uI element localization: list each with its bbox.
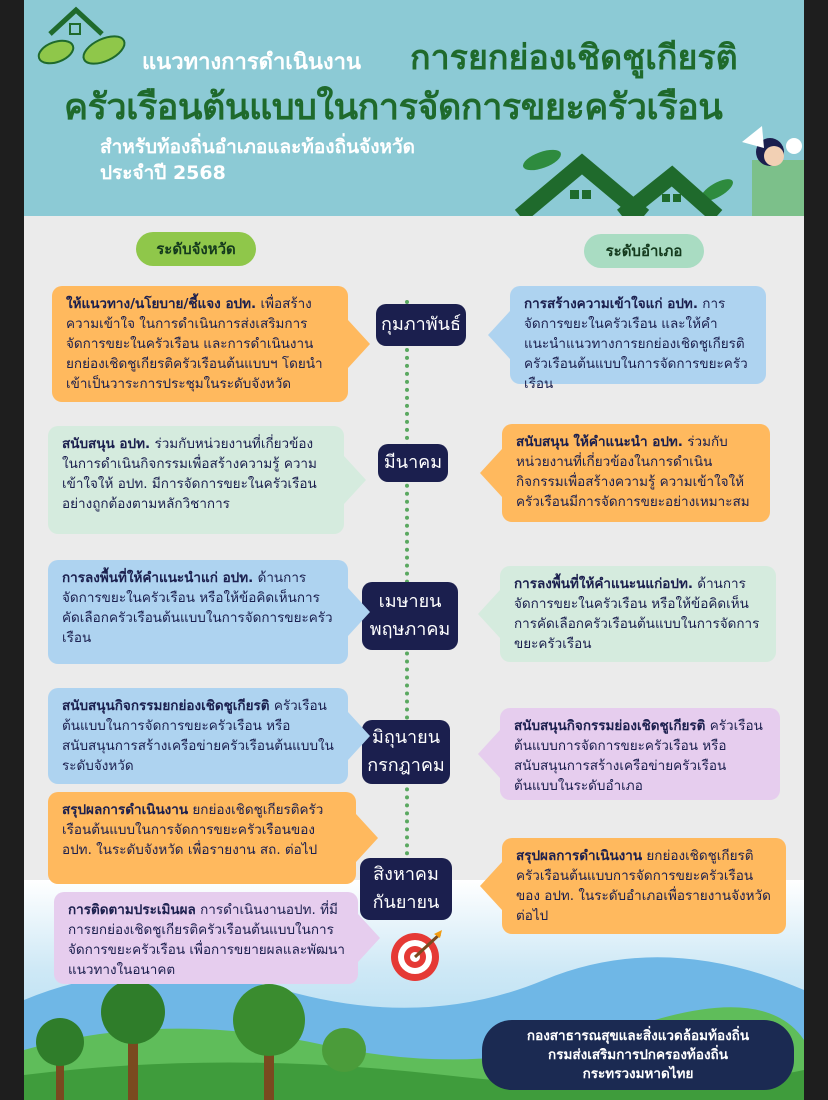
footer-line: กระทรวงมหาดไทย — [582, 1065, 694, 1082]
subtitle-target: สำหรับท้องถิ่นอำเภอและท้องถิ่นจังหวัด — [100, 136, 416, 158]
card-heading: การลงพื้นที่ให้คำแนะนำแก่ อปท. — [62, 570, 254, 586]
card-text: ร่วมกับหน่วยงานที่เกี่ยวข้อง ในการดำเนินกิจกรรมเพื่อสร้างความรู้ ความเข้าใจให้ อปท. มีการจัดการขยะในครัวเรือนอย่างถูกต้องตามหลักวิชาการ — [62, 436, 317, 512]
card-heading: การลงพื้นที่ให้คำแนะนแก่อปท. — [514, 576, 693, 592]
province-step-card — [48, 792, 356, 884]
province-step-card — [48, 426, 344, 534]
month-badge — [360, 858, 452, 920]
title-main: การยกย่องเชิดชูเกียรติ — [410, 38, 738, 78]
district-step-card — [500, 566, 776, 662]
footer-line: กรมส่งเสริมการปกครองท้องถิ่น — [548, 1046, 728, 1063]
card-heading: สรุปผลการดำเนินงาน — [62, 802, 189, 818]
houses-illustration-icon — [512, 120, 804, 216]
district-step-card — [502, 424, 770, 522]
month-label: กรกฎาคม — [367, 755, 445, 776]
card-heading: สนับสนุน อปท. — [62, 436, 151, 452]
month-badge — [378, 444, 448, 482]
card-text: ครัวเรือนต้นแบบการจัดการขยะครัวเรือน หรือสนับสนุนการสร้างเครือข่ายครัวเรือนต้นแบบในระดับอำเภอ — [514, 718, 763, 794]
province-step-card — [48, 688, 348, 784]
target-icon — [390, 928, 444, 982]
card-text: เพื่อสร้างความเข้าใจ ในการดำเนินการส่งเสริมการจัดการขยะในครัวเรือน และการดำเนินงานยกย่องเชิดชูเกียรติครัวเรือนต้นแบบฯ โดยนำเข้าเป็นวาระการประชุมในระดับจังหวัด — [66, 296, 323, 392]
title-prefix: แนวทางการดำเนินงาน — [142, 50, 362, 75]
card-heading: ให้แนวทาง/นโยบาย/ชี้แจง อปท. — [66, 296, 257, 312]
footer-org-badge — [482, 1020, 794, 1090]
card-text: ยกย่องเชิดชูเกียรติครัวเรือนต้นแบบการจัดการขยะครัวเรือนของ อปท. ในระดับอำเภอเพื่อรายงานจังหวัดต่อไป — [516, 848, 771, 924]
card-heading: สนับสนุนกิจกรรมยกย่องเชิดชูเกียรติ — [62, 698, 270, 714]
month-label: เมษายน — [378, 591, 442, 612]
month-label: พฤษภาคม — [369, 619, 451, 640]
card-heading: สนับสนุนกิจกรรมย่องเชิดชูเกียรติ — [514, 718, 706, 734]
card-text: ร่วมกับหน่วยงานที่เกี่ยวข้องในการดำเนินกิจกรรมเพื่อสร้างความรู้ ความเข้าใจให้ครัวเรือนมีการจัดการขยะอย่างเหมาะสม — [516, 434, 750, 510]
card-heading: สรุปผลการดำเนินงาน — [516, 848, 643, 864]
header-banner — [24, 0, 804, 216]
infographic — [24, 0, 804, 1100]
title-subject: ครัวเรือนต้นแบบในการจัดการขยะครัวเรือน — [64, 87, 723, 128]
column-header-province: ระดับจังหวัด — [136, 232, 256, 266]
card-text: ยกย่องเชิดชูเกียรติครัวเรือนต้นแบบในการจัดการขยะครัวเรือนของ อปท. ในระดับจังหวัด เพื่อรายงาน สถ. ต่อไป — [62, 802, 324, 858]
card-text: ด้านการจัดการขยะในครัวเรือน หรือให้ข้อคิดเห็นการคัดเลือกครัวเรือนต้นแบบในการจัดการขยะครัวเรือน — [514, 576, 760, 652]
province-step-card — [48, 560, 348, 664]
card-heading: สนับสนุน ให้คำแนะนำ อปท. — [516, 434, 683, 450]
house-leaf-logo-icon — [28, 4, 138, 70]
footer-line: กองสาธารณสุขและสิ่งแวดล้อมท้องถิ่น — [526, 1027, 750, 1044]
card-heading: การติดตามประเมินผล — [68, 902, 196, 918]
province-step-card — [54, 892, 358, 984]
subtitle-year: ประจำปี 2568 — [100, 162, 226, 184]
province-step-card — [52, 286, 348, 402]
card-text: ด้านการจัดการขยะในครัวเรือน หรือให้ข้อคิดเห็นการคัดเลือกครัวเรือนต้นแบบในการจัดการขยะครัวเรือน — [62, 570, 333, 646]
card-text: ครัวเรือนต้นแบบในการจัดการขยะครัวเรือน หรือสนับสนุนการสร้างเครือข่ายครัวเรือนต้นแบบในระดับจังหวัด — [62, 698, 334, 774]
district-step-card — [500, 708, 780, 800]
month-badge — [362, 720, 450, 784]
month-label: มิถุนายน — [371, 727, 441, 748]
month-label: มีนาคม — [383, 452, 443, 473]
card-heading: การสร้างความเข้าใจแก่ อปท. — [524, 296, 698, 312]
district-step-card — [510, 286, 766, 392]
month-label: กุมภาพันธ์ — [381, 314, 461, 335]
month-label: สิงหาคม — [373, 864, 439, 885]
column-header-district: ระดับอำเภอ — [584, 234, 704, 268]
month-badge — [376, 304, 466, 346]
month-label: กันยายน — [372, 892, 440, 913]
card-text: การดำเนินงานอปท. ที่มีการยกย่องเชิดชูเกียรติครัวเรือนต้นแบบในการจัดการขยะครัวเรือน เพื่อการขยายผลและพัฒนาแนวทางในอนาคต — [68, 902, 345, 978]
card-text: การจัดการขยะในครัวเรือน และให้คำแนะนำแนวทางการยกย่องเชิดชูเกียรติครัวเรือนต้นแบบในการจัดการขยะครัวเรือน — [524, 296, 748, 392]
district-step-card — [502, 838, 786, 934]
month-badge — [362, 582, 458, 650]
